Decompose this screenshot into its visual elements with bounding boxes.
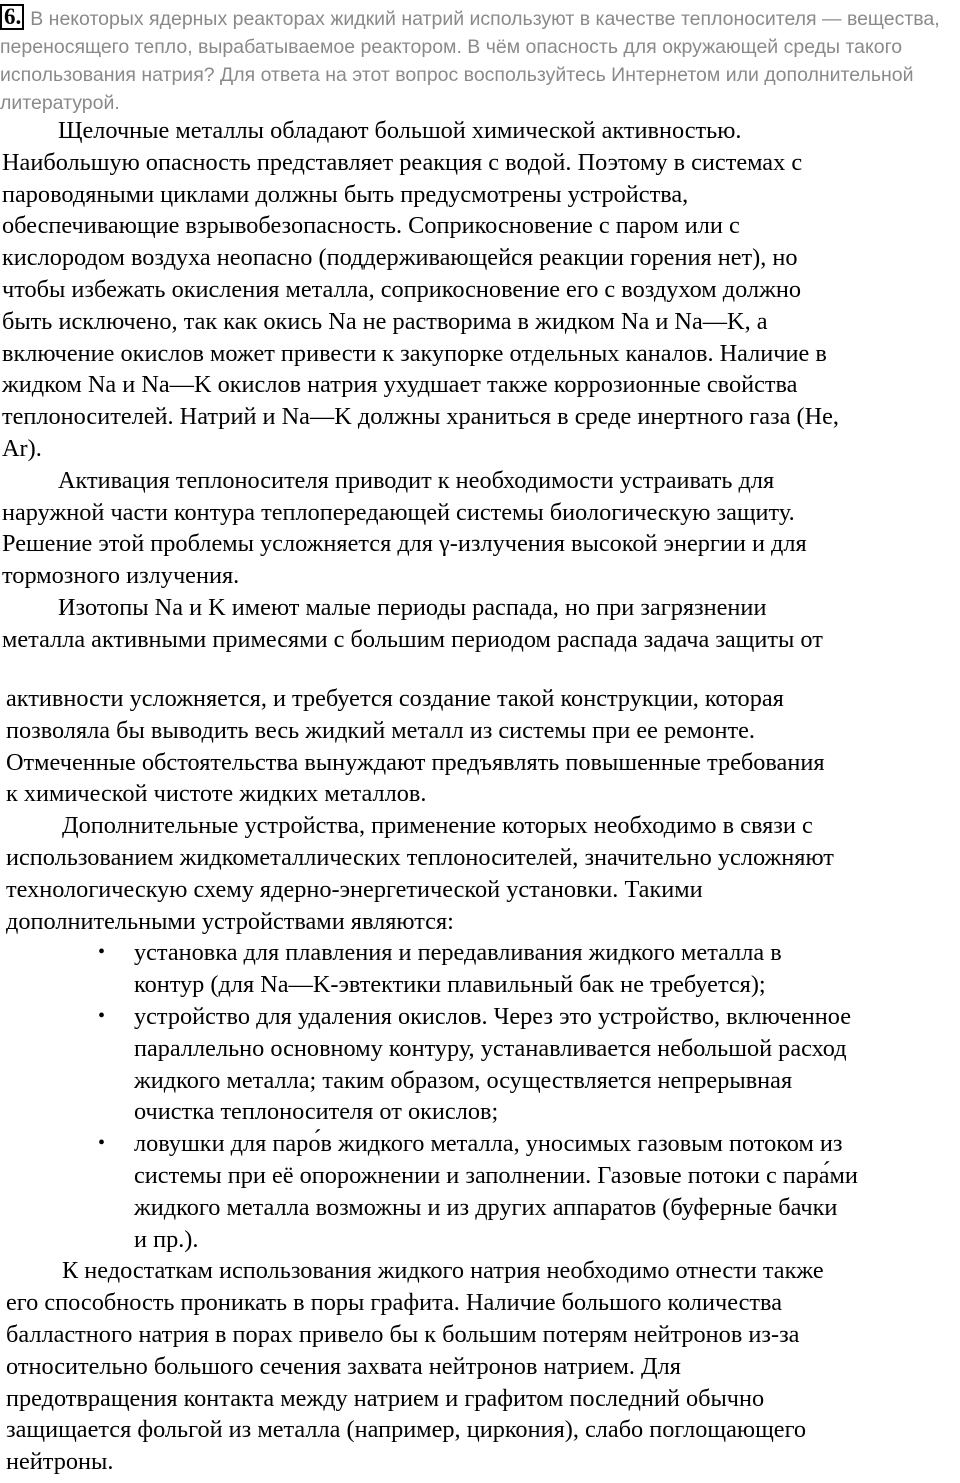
question-number: 6. — [0, 4, 24, 30]
paragraph-additional-devices — [6, 810, 960, 937]
text-line: быть исключено, так как окись Na не растворима в жидком Na и Na—K, а — [2, 307, 768, 335]
text-line: очистка теплоносителя от окислов; — [134, 1098, 499, 1126]
bullet-icon: • — [98, 1132, 106, 1155]
text-line: металла активными примесями с большим периодом распада задача защиты от — [2, 625, 823, 653]
text-line: и пр.). — [134, 1225, 199, 1253]
text-line: кислородом воздуха неопасно (поддерживающейся реакции горения нет), но — [2, 244, 798, 272]
text-line: Изотопы Na и K имеют малые периоды распада, но при загрязнении — [58, 593, 767, 621]
text-line: Наибольшую опасность представляет реакция с водой. Поэтому в системах с — [2, 148, 803, 176]
text-line: системы при её опорожнении и заполнении. Газовые потоки с пара́ми — [134, 1161, 858, 1189]
text-line: жидкого металла; таким образом, осуществляется непрерывная — [134, 1066, 793, 1094]
text-line: жидком Na и Na—K окислов натрия ухудшает также коррозионные свойства — [2, 371, 798, 399]
bullet-icon: • — [98, 941, 106, 964]
text-line: Дополнительные устройства, применение которых необходимо в связи с — [62, 812, 813, 840]
text-line: Активация теплоносителя приводит к необходимости устраивать для — [58, 466, 775, 494]
text-line: пароводяными циклами должны быть предусмотрены устройства, — [2, 180, 689, 208]
text-line: жидкого металла возможны и из других аппаратов (буферные бачки — [134, 1193, 838, 1221]
question-text: В некоторых ядерных реакторах жидкий натрий используют в качестве теплоносителя — вещества, переносящего тепло, вырабатываемое реактором. В чём опасность для окружающей среды такого использования натрия? Для ответа на этот вопрос воспользуйтесь Интернетом или дополнительной литературой. — [0, 8, 940, 114]
text-line: ловушки для паро́в жидкого металла, уносимых газовым потоком из — [134, 1130, 843, 1158]
text-line: обеспечивающие взрывобезопасность. Соприкосновение с паром или с — [2, 212, 740, 240]
text-line: наружной части контура теплопередающей системы биологическую защиту. — [2, 498, 795, 526]
text-line: к химической чистоте жидких металлов. — [6, 780, 427, 808]
text-line: дополнительными устройствами являются: — [6, 907, 454, 935]
paragraph-isotopes — [2, 592, 960, 656]
devices-list — [6, 937, 960, 1255]
list-item — [98, 1001, 960, 1128]
paragraph-alkali-activity — [2, 115, 960, 465]
text-line: его способность проникать в поры графита. Наличие большого количества — [6, 1289, 782, 1317]
text-line: Ar). — [2, 434, 42, 462]
paragraph-graphite-pores — [6, 1255, 960, 1478]
text-line: устройство для удаления окислов. Через это устройство, включенное — [134, 1002, 852, 1030]
text-line: защищается фольгой из металла (например, циркония), слабо поглощающего — [6, 1416, 807, 1444]
paragraph-activation — [2, 465, 960, 592]
answer-part-1 — [2, 115, 960, 656]
text-line: балластного натрия в порах привело бы к большим потерям нейтронов из-за — [6, 1320, 800, 1348]
text-line: чтобы избежать окисления металла, соприкосновение его с воздухом должно — [2, 275, 802, 303]
text-line: теплоносителей. Натрий и Na—K должны храниться в среде инертного газа (He, — [2, 403, 840, 431]
text-line: К недостаткам использования жидкого натрия необходимо отнести также — [62, 1257, 824, 1285]
text-line: технологическую схему ядерно-энергетической установки. Такими — [6, 875, 703, 903]
text-line: установка для плавления и передавливания жидкого металла в — [134, 939, 782, 967]
text-line: активности усложняется, и требуется создание такой конструкции, которая — [6, 685, 784, 712]
text-line: контур (для Na—K-эвтектики плавильный бак не требуется); — [134, 971, 766, 999]
text-line: тормозного излучения. — [2, 562, 240, 590]
text-line: параллельно основному контуру, устанавливается небольшой расход — [134, 1034, 847, 1062]
text-line: включение окислов может привести к закупорке отдельных каналов. Наличие в — [2, 339, 827, 367]
list-item — [98, 1128, 960, 1255]
answer-part-2 — [6, 683, 960, 1478]
bullet-icon: • — [98, 1004, 106, 1027]
question-block — [0, 4, 958, 117]
text-line: Решение этой проблемы усложняется для γ-излучения высокой энергии и для — [2, 530, 807, 558]
text-line: использованием жидкометаллических теплоносителей, значительно усложняют — [6, 843, 834, 871]
list-item — [98, 937, 960, 1001]
text-line: относительно большого сечения захвата нейтронов натрием. Для — [6, 1352, 681, 1380]
text-line: Щелочные металлы обладают большой химической активностью. — [58, 117, 742, 144]
text-line: нейтроны. — [6, 1448, 114, 1476]
text-line: предотвращения контакта между натрием и графитом последний обычно — [6, 1384, 765, 1412]
paragraph-isotopes-continued — [6, 683, 960, 810]
text-line: Отмеченные обстоятельства вынуждают предъявлять повышенные требования — [6, 748, 825, 776]
text-line: позволяла бы выводить весь жидкий металл из системы при ее ремонте. — [6, 716, 755, 744]
